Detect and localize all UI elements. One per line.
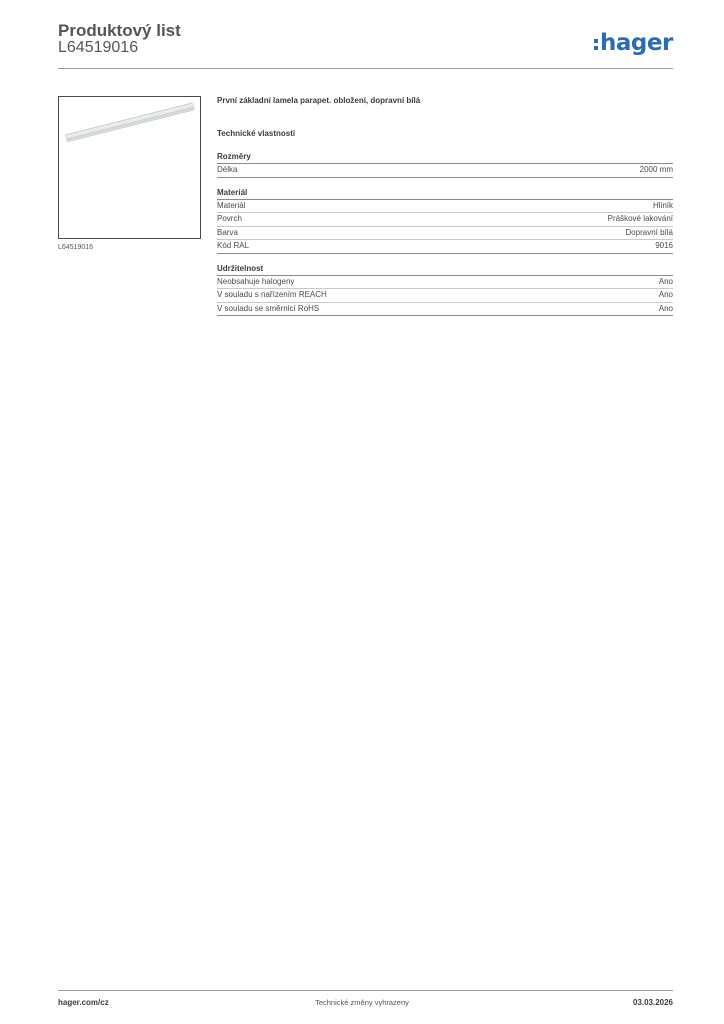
footer-date: 03.03.2026 xyxy=(632,998,673,1007)
spec-label: Materiál xyxy=(217,200,246,210)
group-dimensions xyxy=(217,151,673,178)
hager-logo[interactable] xyxy=(594,28,673,58)
spec-label: Povrch xyxy=(217,214,242,223)
spec-label: Neobsahuje halogeny xyxy=(217,276,295,286)
header-divider xyxy=(58,68,673,69)
section-title: Technické vlastnosti xyxy=(217,129,296,138)
page-title: Produktový list xyxy=(58,21,181,40)
spec-label: Kód RAL xyxy=(217,241,250,250)
group-sustainability xyxy=(217,263,673,317)
spec-label: Barva xyxy=(217,227,238,237)
spec-value: Dopravní bílá xyxy=(625,227,673,237)
spec-row xyxy=(217,164,673,178)
group-material xyxy=(217,187,673,254)
spec-row xyxy=(217,289,673,303)
spec-row xyxy=(217,227,673,241)
spec-value: Ano xyxy=(658,290,673,299)
spec-value: 9016 xyxy=(655,241,673,250)
spec-label: V souladu s nařízením REACH xyxy=(217,290,327,299)
spec-label: Délka xyxy=(217,165,238,174)
spec-value: Hliník xyxy=(652,200,673,210)
spec-row xyxy=(217,213,673,227)
product-code: L64519016 xyxy=(58,39,139,56)
footer-notice: Technické změny vyhrazeny xyxy=(315,998,409,1007)
spec-value: Ano xyxy=(658,303,673,313)
product-description: První základní lamela parapet. obložení, dopravní bílá xyxy=(217,96,421,105)
group-title: Rozměry xyxy=(217,151,673,164)
image-caption: L64519016 xyxy=(58,244,94,251)
footer-website-link[interactable]: hager.com/cz xyxy=(58,998,109,1007)
product-details xyxy=(217,95,673,316)
group-title: Udržitelnost xyxy=(217,263,673,276)
spec-label: V souladu se směrnicí RoHS xyxy=(217,303,320,313)
logo-dots-icon xyxy=(594,39,598,50)
footer-divider xyxy=(58,990,673,991)
spec-value: Ano xyxy=(658,276,673,286)
spec-row xyxy=(217,200,673,214)
spec-value: 2000 mm xyxy=(639,165,673,174)
group-title: Materiál xyxy=(217,187,673,200)
profile-rail-icon xyxy=(59,97,202,240)
spec-row xyxy=(217,303,673,317)
spec-value: Práškové lakování xyxy=(607,214,673,223)
spec-row xyxy=(217,240,673,254)
product-image xyxy=(58,96,201,239)
spec-row xyxy=(217,276,673,290)
logo-text: hager xyxy=(600,30,673,56)
